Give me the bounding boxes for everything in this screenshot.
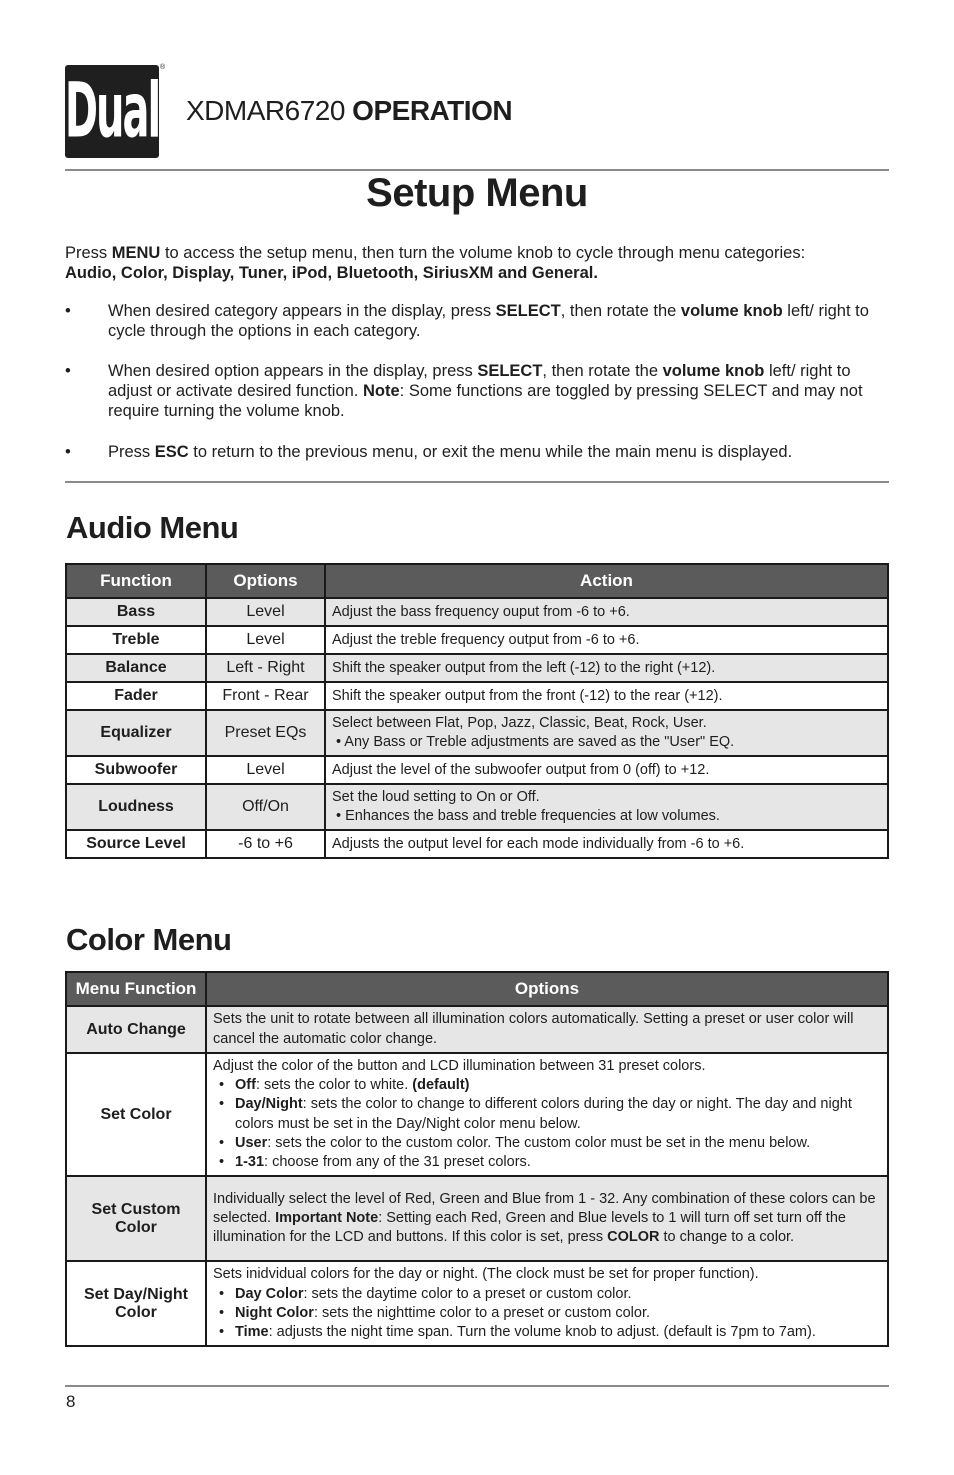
options-text: Sets inidvidual colors for the day or night. (The clock must be set for proper function). [213, 1266, 759, 1283]
text: , then rotate the [542, 362, 663, 380]
header-options: Options [206, 972, 888, 1006]
instruction-item [65, 361, 889, 421]
text: to change to a color. [659, 1229, 795, 1246]
action-note: • Enhances the bass and treble frequencies at low volumes. [336, 808, 720, 824]
text: , then rotate the [560, 302, 681, 320]
intro-text-2: to access the setup menu, then turn the volume knob to cycle through menu categories: [160, 244, 806, 262]
list-item [213, 1095, 881, 1133]
term: Night Color [235, 1304, 314, 1321]
function-cell: Auto Change [66, 1006, 206, 1053]
options-cell: Level [206, 598, 325, 626]
default-label: (default) [412, 1077, 470, 1094]
function-line: Color [115, 1303, 157, 1321]
text: Press [108, 443, 155, 461]
table-header-row [66, 972, 888, 1006]
dual-logo [65, 65, 159, 158]
options-cell: Left - Right [206, 654, 325, 682]
options-text: Adjust the color of the button and LCD illumination between 31 preset colors. [213, 1058, 706, 1074]
term: Day/Night [235, 1096, 303, 1113]
action-cell: Adjusts the output level for each mode individually from -6 to +6. [325, 830, 888, 858]
list-item [213, 1323, 881, 1342]
desc: : sets the daytime color to a preset or custom color. [303, 1285, 632, 1302]
term: Time [235, 1323, 269, 1340]
important-note-label: Important Note [275, 1210, 379, 1227]
table-row [66, 756, 888, 784]
options-cell: -6 to +6 [206, 830, 325, 858]
options-cell: Level [206, 626, 325, 654]
list-item [213, 1134, 881, 1153]
options-list [213, 1076, 881, 1172]
text: left/ right to adjust or activate desired function. [108, 362, 851, 400]
note-label: Note [362, 382, 400, 400]
header-action: Action [325, 564, 888, 598]
table-row [66, 626, 888, 654]
menu-key: MENU [111, 244, 161, 262]
operation-label: OPERATION [344, 95, 513, 126]
table-row [66, 682, 888, 710]
table-row [66, 1261, 888, 1346]
function-cell: Loudness [66, 784, 206, 830]
function-cell: Source Level [66, 830, 206, 858]
bullet-dot: • [65, 443, 71, 461]
table-row [66, 830, 888, 858]
options-cell: Sets the unit to rotate between all illumination colors automatically. Setting a preset or user color will cancel the automatic color change. [206, 1006, 888, 1053]
section-divider [65, 481, 889, 483]
function-cell: Equalizer [66, 710, 206, 756]
options-cell [206, 1261, 888, 1346]
list-item [213, 1153, 881, 1172]
function-line: Set Day/Night [83, 1285, 188, 1303]
options-cell: Preset EQs [206, 710, 325, 756]
action-cell: Adjust the bass frequency ouput from -6 to +6. [325, 598, 888, 626]
desc: : adjusts the night time span. Turn the volume knob to adjust. (default is 7pm to 7am). [268, 1323, 816, 1340]
action-cell: Shift the speaker output from the front (-12) to the rear (+12). [325, 682, 888, 710]
term: 1-31 [235, 1154, 265, 1171]
table-row [66, 1053, 888, 1176]
action-text: Select between Flat, Pop, Jazz, Classic, Beat, Rock, User. [332, 715, 707, 731]
action-cell [325, 784, 888, 830]
table-row [66, 654, 888, 682]
list-item [213, 1304, 881, 1323]
desc: : sets the color to white. [255, 1077, 413, 1094]
text: left/ right to cycle through the options in each category. [108, 302, 869, 340]
text: to return to the previous menu, or exit the menu while the main menu is displayed. [188, 443, 793, 461]
desc: : sets the color to the custom color. The custom color must be set in the menu below. [267, 1134, 811, 1151]
text: : Some functions are toggled by pressing SELECT and may not require turning the volume knob. [108, 382, 863, 420]
instruction-item [65, 442, 889, 462]
intro-text: Press [65, 244, 112, 262]
intro-paragraph [65, 243, 895, 283]
bullet-dot: • [65, 302, 71, 320]
bullet-dot: • [65, 362, 71, 380]
term: Off [235, 1077, 256, 1094]
options-cell: Level [206, 756, 325, 784]
table-header-row [66, 564, 888, 598]
function-cell: Bass [66, 598, 206, 626]
text: When desired option appears in the display, press [108, 362, 478, 380]
desc: : sets the color to change to different colors during the day or night. The day and night colors must be set in the Day/Night color menu below. [235, 1096, 852, 1132]
desc: : sets the nighttime color to a preset or custom color. [313, 1304, 651, 1321]
action-cell [325, 710, 888, 756]
instruction-list [65, 301, 889, 462]
options-cell [206, 1053, 888, 1176]
select-key: SELECT [477, 362, 543, 380]
footer-divider [65, 1385, 889, 1387]
function-cell: Set Color [66, 1053, 206, 1176]
table-row [66, 710, 888, 756]
term: User [235, 1134, 268, 1151]
function-cell: Treble [66, 626, 206, 654]
function-cell [66, 1261, 206, 1346]
audio-menu-title: Audio Menu [66, 510, 239, 545]
page-title: Setup Menu [366, 171, 588, 215]
options-cell: Front - Rear [206, 682, 325, 710]
function-line: Color [115, 1218, 157, 1236]
list-item [213, 1285, 881, 1304]
header-menu-function: Menu Function [66, 972, 206, 1006]
function-cell: Subwoofer [66, 756, 206, 784]
action-note: • Any Bass or Treble adjustments are saved as the "User" EQ. [336, 734, 735, 750]
table-row [66, 784, 888, 830]
action-cell: Adjust the treble frequency output from -6 to +6. [325, 626, 888, 654]
options-cell [206, 1176, 888, 1261]
header-function: Function [66, 564, 206, 598]
table-row [66, 1006, 888, 1053]
options-cell: Off/On [206, 784, 325, 830]
text: Individually select the level of Red, Green and Blue from 1 - 32. Any combination of these colors can be selected. [213, 1190, 876, 1227]
esc-key: ESC [154, 443, 189, 461]
options-list [213, 1285, 881, 1343]
function-cell [66, 1176, 206, 1261]
action-cell: Adjust the level of the subwoofer output from 0 (off) to +12. [325, 756, 888, 784]
desc: : choose from any of the 31 preset colors. [264, 1154, 531, 1171]
color-menu-table [65, 971, 889, 1347]
action-text: Set the loud setting to On or Off. [332, 789, 540, 805]
logo-text: Dual [64, 67, 160, 156]
text: : Setting each Red, Green and Blue levels to 1 will turn off set turn off the illumination for the LCD and buttons. If this color is set, press [213, 1210, 846, 1246]
function-line: Set Custom [91, 1200, 181, 1218]
header-options: Options [206, 564, 325, 598]
select-key: SELECT [495, 302, 561, 320]
instruction-item [65, 301, 889, 341]
intro-categories: Audio, Color, Display, Tuner, iPod, Bluetooth, SiriusXM and General. [65, 264, 598, 282]
volume-knob-label: volume knob [662, 362, 765, 380]
text: When desired category appears in the display, press [108, 302, 496, 320]
color-menu-title: Color Menu [66, 922, 232, 957]
function-cell: Balance [66, 654, 206, 682]
volume-knob-label: volume knob [680, 302, 783, 320]
registered-mark: ® [160, 64, 166, 71]
term: Day Color [235, 1285, 304, 1302]
page-number: 8 [66, 1392, 76, 1411]
function-cell: Fader [66, 682, 206, 710]
action-cell: Shift the speaker output from the left (-12) to the right (+12). [325, 654, 888, 682]
color-key: COLOR [607, 1229, 660, 1246]
table-row [66, 598, 888, 626]
header-title [186, 95, 512, 127]
model-name: XDMAR6720 [186, 95, 345, 126]
table-row [66, 1176, 888, 1261]
audio-menu-table [65, 563, 889, 859]
list-item [213, 1076, 881, 1095]
